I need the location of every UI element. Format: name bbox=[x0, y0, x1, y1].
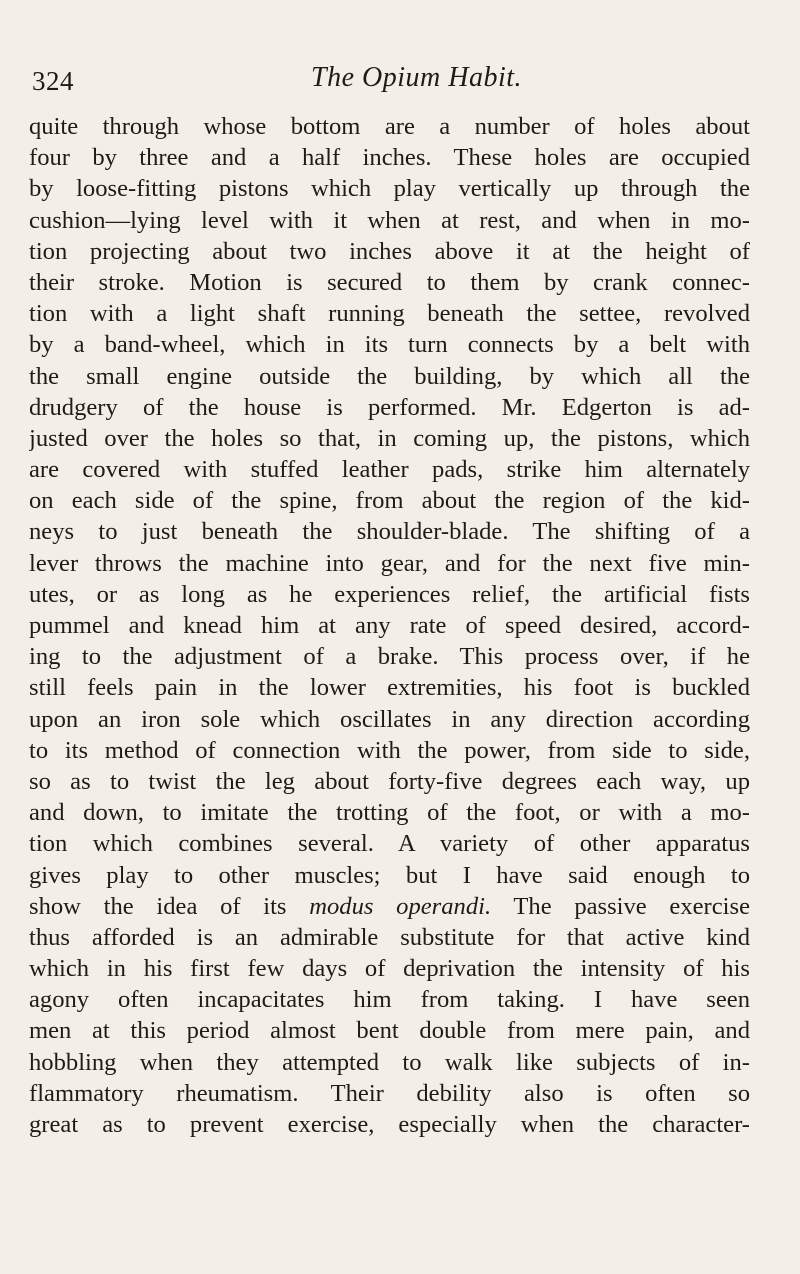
text-line: men at this period almost bent double from mere pain, and bbox=[29, 1017, 750, 1045]
text-line: quite through whose bottom are a number of holes about bbox=[29, 113, 750, 140]
text-line: and down, to imitate the trotting of the foot, or with a mo- bbox=[29, 799, 750, 827]
text-line: utes, or as long as he experiences relief, the artificial fists bbox=[29, 580, 750, 608]
text-line: flammatory rheumatism. Their debility also is often so bbox=[29, 1079, 750, 1107]
text-line: on each side of the spine, from about the region of the kid- bbox=[29, 487, 750, 515]
page-header bbox=[28, 62, 748, 96]
text-line: ing to the adjustment of a brake. This process over, if he bbox=[29, 643, 750, 671]
text-line: the small engine outside the building, by which all the bbox=[29, 362, 750, 390]
text-line: lever throws the machine into gear, and for the next five min- bbox=[29, 549, 750, 577]
text-line: neys to just beneath the shoulder-blade. The shifting of a bbox=[29, 518, 750, 546]
text-line: their stroke. Motion is secured to them by crank connec- bbox=[29, 268, 750, 296]
text-line: which in his first few days of deprivation the intensity of his bbox=[29, 955, 750, 983]
text-line: great as to prevent exercise, especially when the character- bbox=[29, 1111, 750, 1138]
text-line: gives play to other muscles; but I have said enough to bbox=[29, 861, 750, 889]
text-line: thus afforded is an admirable substitute for that active kind bbox=[29, 923, 750, 951]
text-line: tion projecting about two inches above it at the height of bbox=[29, 237, 750, 265]
text-line: to its method of connection with the power, from side to side, bbox=[29, 736, 750, 764]
text-line: upon an iron sole which oscillates in any direction according bbox=[29, 705, 750, 733]
text-segment: The passive exercise bbox=[491, 892, 750, 920]
text-line: by loose-fitting pistons which play vertically up through the bbox=[29, 175, 750, 203]
body-text bbox=[29, 111, 750, 1140]
italic-phrase: modus operandi. bbox=[309, 892, 492, 920]
text-line: hobbling when they attempted to walk like subjects of in- bbox=[29, 1048, 750, 1076]
text-line: four by three and a half inches. These holes are occupied bbox=[29, 144, 750, 172]
text-line: so as to twist the leg about forty-five degrees each way, up bbox=[29, 767, 750, 795]
text-line: by a band-wheel, which in its turn connects by a belt with bbox=[29, 331, 750, 359]
text-line: justed over the holes so that, in coming up, the pistons, which bbox=[29, 424, 750, 452]
text-line: still feels pain in the lower extremities, his foot is buckled bbox=[29, 674, 750, 702]
text-line: tion which combines several. A variety of other apparatus bbox=[29, 830, 750, 858]
page-number: 324 bbox=[32, 66, 74, 96]
text-line: agony often incapacitates him from taking. I have seen bbox=[29, 986, 750, 1014]
text-line-with-italic bbox=[29, 891, 750, 922]
text-segment: show the idea of its bbox=[29, 892, 310, 920]
text-line: drudgery of the house is performed. Mr. Edgerton is ad- bbox=[29, 393, 750, 421]
running-title: The Opium Habit. bbox=[311, 62, 522, 93]
text-line: pummel and knead him at any rate of speed desired, accord- bbox=[29, 612, 750, 639]
text-line: are covered with stuffed leather pads, strike him alternately bbox=[29, 456, 750, 484]
text-line: cushion—lying level with it when at rest, and when in mo- bbox=[29, 206, 750, 234]
text-line: tion with a light shaft running beneath the settee, revolved bbox=[29, 300, 750, 328]
